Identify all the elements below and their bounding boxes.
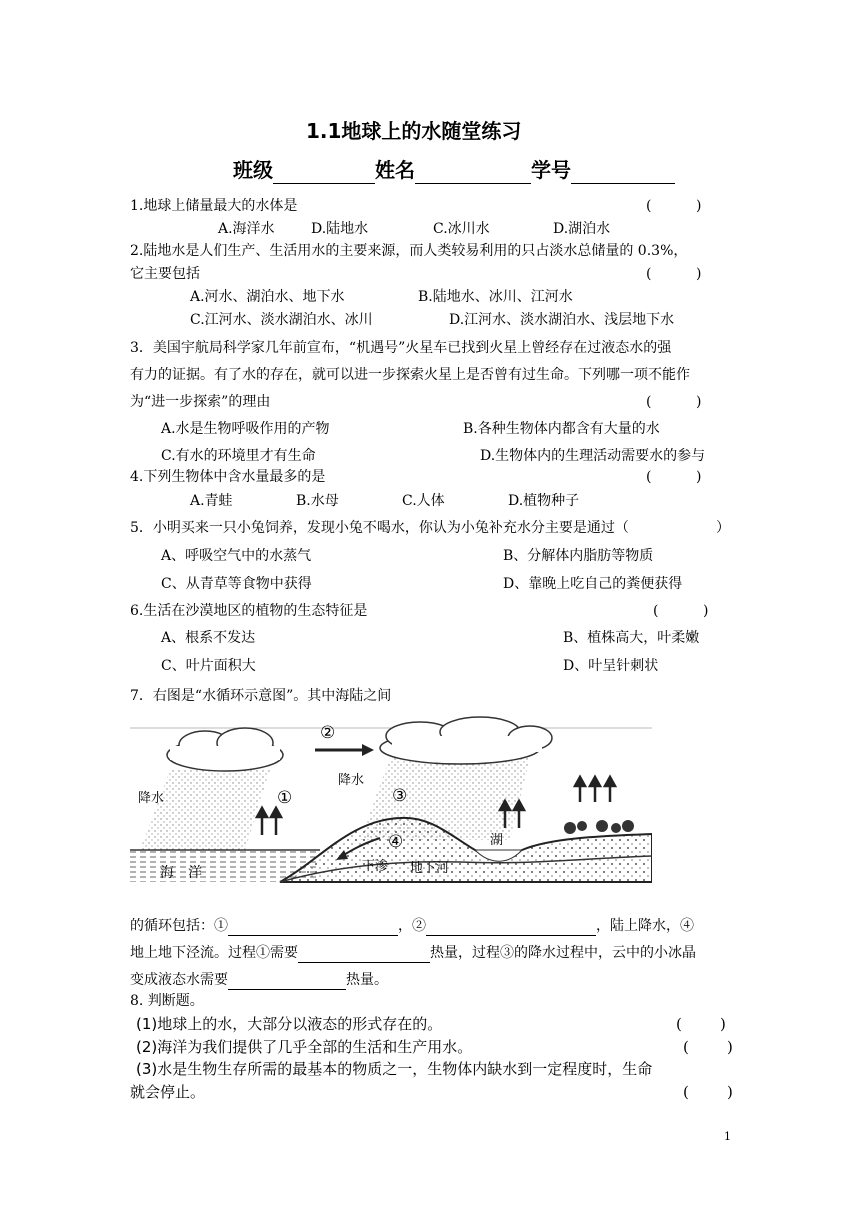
water-cycle-diagram bbox=[130, 710, 652, 900]
sea-label: 海 洋 bbox=[160, 865, 202, 881]
class-blank[interactable] bbox=[273, 159, 375, 184]
q8-statement-1: (1)地球上的水，大部分以液态的形式存在的。 bbox=[136, 1015, 443, 1033]
q7-line3-end: 热量。 bbox=[346, 972, 388, 988]
lake-label: 湖 bbox=[490, 833, 504, 848]
trees-icon bbox=[564, 820, 634, 834]
q6-option-b: B、植株高大，叶柔嫩 bbox=[563, 630, 700, 646]
q2-option-d: D.江河水、淡水湖泊水、浅层地下水 bbox=[449, 312, 675, 328]
q5-option-c: C、从青草等食物中获得 bbox=[161, 576, 312, 592]
q8-answer-paren-1[interactable]: ( ) bbox=[676, 1015, 726, 1033]
q7-stem: 7．右图是“水循环示意图”。其中海陆之间 bbox=[130, 688, 392, 704]
q8-statement-3-line1: (3)水是生物生存所需的最基本的物质之一，生物体内缺水到一定程度时，生命 bbox=[136, 1060, 653, 1078]
q8-answer-paren-3[interactable]: ( ) bbox=[683, 1083, 733, 1101]
student-info-line bbox=[233, 156, 675, 184]
seep-label: 下渗 bbox=[362, 859, 389, 874]
cloud-left-icon bbox=[167, 728, 283, 771]
q2-option-a: A.河水、湖泊水、地下水 bbox=[190, 289, 345, 305]
q3-stem-line3: 为“进一步探索”的理由 bbox=[130, 394, 271, 410]
transpiration-arrows-icon bbox=[575, 777, 615, 802]
evaporation-arrows-icon bbox=[257, 808, 281, 835]
q2-option-c: C.江河水、淡水湖泊水、冰川 bbox=[190, 312, 373, 328]
q7-line2-end: 热量，过程③的降水过程中，云中的小冰晶 bbox=[430, 945, 696, 961]
q8-stem: 8. 判断题。 bbox=[130, 993, 204, 1009]
q1-option-d: D.湖泊水 bbox=[553, 221, 611, 237]
label-1: ① bbox=[277, 788, 293, 808]
rain-left bbox=[140, 770, 270, 850]
q6-option-c: C、叶片面积大 bbox=[161, 658, 256, 674]
page-title: 1.1地球上的水随堂练习 bbox=[306, 119, 522, 143]
q5-close-paren[interactable]: ） bbox=[716, 520, 730, 536]
q3-option-d: D.生物体内的生理活动需要水的参与 bbox=[480, 448, 706, 464]
q5-option-a: A、呼吸空气中的水蒸气 bbox=[161, 548, 312, 564]
q4-option-b: B.水母 bbox=[296, 493, 339, 509]
label-3: ③ bbox=[392, 786, 408, 806]
q5-option-d: D、靠晚上吃自己的粪便获得 bbox=[503, 576, 683, 592]
id-label: 学号 bbox=[531, 158, 571, 182]
q7-line1-start: 的循环包括：① bbox=[130, 918, 228, 934]
q1-stem: 1.地球上储量最大的水体是 bbox=[130, 198, 298, 214]
q4-option-a: A.青蛙 bbox=[190, 493, 233, 509]
q7-blank-1[interactable] bbox=[228, 917, 398, 936]
q6-option-a: A、根系不发达 bbox=[161, 630, 256, 646]
q5-option-b: B、分解体内脂肪等物质 bbox=[503, 548, 654, 564]
q2-stem-line2: 它主要包括 bbox=[130, 266, 200, 282]
q8-answer-paren-2[interactable]: ( ) bbox=[683, 1038, 733, 1056]
q7-line3 bbox=[130, 970, 388, 990]
q3-stem-line1: 3．美国宇航局科学家几年前宣布，“机遇号”火星车已找到火星上曾经存在过液态水的强 bbox=[130, 340, 672, 356]
q6-answer-paren[interactable]: ( ) bbox=[653, 603, 709, 619]
q1-option-b: D.陆地水 bbox=[311, 221, 369, 237]
q2-stem-line1: 2.陆地水是人们生产、生活用水的主要来源，而人类较易利用的只占淡水总储量的 0.3%， bbox=[130, 243, 688, 259]
q7-line1-mid: ，② bbox=[398, 918, 426, 934]
q7-line3-start: 变成液态水需要 bbox=[130, 972, 228, 988]
id-blank[interactable] bbox=[571, 159, 675, 184]
name-label: 姓名 bbox=[375, 158, 415, 182]
q3-option-a: A.水是生物呼吸作用的产物 bbox=[161, 421, 330, 437]
q4-option-c: C.人体 bbox=[402, 493, 445, 509]
q7-blank-4[interactable] bbox=[228, 971, 346, 990]
arrow-right-icon bbox=[362, 744, 374, 756]
q8-statement-3-line2: 就会停止。 bbox=[130, 1083, 206, 1101]
q7-line1-end: ，陆上降水，④ bbox=[596, 918, 694, 934]
q3-stem-line2: 有力的证据。有了水的存在，就可以进一步探索火星上是否曾有过生命。下列哪一项不能作 bbox=[130, 367, 690, 383]
q6-option-d: D、叶呈针刺状 bbox=[563, 658, 659, 674]
page-number: 1 bbox=[724, 1130, 731, 1143]
q3-option-b: B.各种生物体内都含有大量的水 bbox=[463, 421, 660, 437]
q7-line2-start: 地上地下泾流。过程①需要 bbox=[130, 945, 298, 961]
q2-answer-paren[interactable]: ( ) bbox=[646, 266, 702, 282]
q1-option-a: A.海洋水 bbox=[218, 221, 275, 237]
rain-right-label: 降水 bbox=[338, 773, 365, 788]
q3-option-c: C.有水的环境里才有生命 bbox=[161, 448, 316, 464]
class-label: 班级 bbox=[233, 158, 273, 182]
q4-option-d: D.植物种子 bbox=[508, 493, 580, 509]
q2-option-b: B.陆地水、冰川、江河水 bbox=[418, 289, 573, 305]
name-blank[interactable] bbox=[415, 159, 531, 184]
q4-answer-paren[interactable]: ( ) bbox=[646, 469, 702, 485]
q7-blank-3[interactable] bbox=[298, 944, 430, 963]
q7-line2 bbox=[130, 943, 696, 963]
underground-river-label: 地下河 bbox=[410, 861, 450, 876]
rain-left-label: 降水 bbox=[138, 791, 165, 806]
label-2: ② bbox=[320, 723, 336, 743]
q5-stem: 5．小明买来一只小兔饲养，发现小兔不喝水，你认为小兔补充水分主要是通过（ bbox=[130, 520, 629, 536]
q1-option-c: C.冰川水 bbox=[433, 221, 490, 237]
q1-answer-paren[interactable]: ( ) bbox=[646, 198, 702, 214]
q4-stem: 4.下列生物体中含水量最多的是 bbox=[130, 469, 326, 485]
q3-answer-paren[interactable]: ( ) bbox=[646, 394, 702, 410]
q7-blank-2[interactable] bbox=[426, 917, 596, 936]
q8-statement-2: (2)海洋为我们提供了几乎全部的生活和生产用水。 bbox=[136, 1038, 473, 1056]
q6-stem: 6.生活在沙漠地区的植物的生态特征是 bbox=[130, 603, 368, 619]
cloud-right-icon bbox=[380, 717, 552, 764]
q7-line1 bbox=[130, 916, 694, 936]
